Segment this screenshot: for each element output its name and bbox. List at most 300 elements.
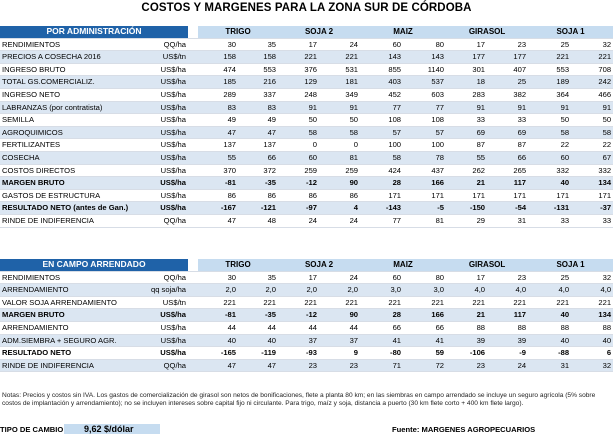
value-cell: 171 — [446, 189, 487, 202]
value-cell: 221 — [403, 296, 446, 309]
value-cell: 47 — [198, 214, 238, 227]
row-unit: US$/ha — [134, 88, 188, 101]
value-cell: 221 — [319, 51, 360, 64]
value-cell: 91 — [487, 101, 528, 114]
value-cell: 171 — [487, 189, 528, 202]
spacer — [188, 334, 198, 347]
row-unit: QQ/ha — [134, 271, 188, 284]
value-cell: 33 — [446, 114, 487, 127]
value-cell: 466 — [571, 88, 613, 101]
value-cell: 259 — [319, 164, 360, 177]
value-cell: 2,0 — [278, 284, 319, 297]
value-cell: 171 — [360, 189, 403, 202]
value-cell: 337 — [238, 88, 278, 101]
value-cell: 166 — [403, 309, 446, 322]
spacer — [188, 51, 198, 64]
value-cell: 66 — [360, 321, 403, 334]
value-cell: 86 — [198, 189, 238, 202]
value-cell: 22 — [528, 139, 571, 152]
value-cell: 59 — [403, 347, 446, 360]
value-cell: 40 — [238, 334, 278, 347]
table-header-row — [0, 26, 613, 38]
value-cell: 88 — [528, 321, 571, 334]
table-row — [0, 309, 613, 322]
spacer — [188, 309, 198, 322]
value-cell: 60 — [360, 38, 403, 51]
value-cell: 69 — [446, 126, 487, 139]
value-cell: 69 — [487, 126, 528, 139]
value-cell: 100 — [360, 139, 403, 152]
value-cell: 81 — [319, 151, 360, 164]
value-cell: 221 — [319, 296, 360, 309]
value-cell: 221 — [487, 296, 528, 309]
value-cell: 4,0 — [528, 284, 571, 297]
value-cell: 33 — [487, 114, 528, 127]
value-cell: 50 — [319, 114, 360, 127]
value-cell: 39 — [487, 334, 528, 347]
table-row — [0, 347, 613, 360]
value-cell: 332 — [528, 164, 571, 177]
value-cell: 553 — [528, 63, 571, 76]
value-cell: 72 — [403, 359, 446, 372]
value-cell: 39 — [446, 334, 487, 347]
value-cell: 58 — [360, 151, 403, 164]
value-cell: 181 — [319, 76, 360, 89]
value-cell: 216 — [238, 76, 278, 89]
value-cell: 90 — [319, 177, 360, 190]
value-cell: 44 — [238, 321, 278, 334]
value-cell: 117 — [487, 309, 528, 322]
spacer — [188, 76, 198, 89]
value-cell: 32 — [571, 38, 613, 51]
value-cell: 24 — [487, 359, 528, 372]
notes-text: Notas: Precios y costos sin IVA. Los gastos de comercialización de girasol son netos de bonificaciones, flete a planta 80 km; en las siembras en campo arrendado se incluye un seguro agrícola (5% sobre costos de implantación y arrendamiento); no se incluyen intereses sobre capital fijo ni circulante. Para trigo, maíz y soja, distancia a puerto (30 km flete corto + 400 km flete largo). — [2, 392, 596, 408]
value-cell: 242 — [571, 76, 613, 89]
table-row — [0, 202, 613, 215]
row-label: RENDIMIENTOS — [0, 271, 134, 284]
row-unit: US$/ha — [134, 309, 188, 322]
value-cell: -119 — [238, 347, 278, 360]
spacer — [188, 347, 198, 360]
crop-header: TRIGO — [198, 26, 278, 38]
row-unit: US$/ha — [134, 63, 188, 76]
value-cell: 17 — [278, 271, 319, 284]
value-cell: -80 — [360, 347, 403, 360]
value-cell: 1140 — [403, 63, 446, 76]
value-cell: 283 — [446, 88, 487, 101]
value-cell: 91 — [571, 101, 613, 114]
crop-header: GIRASOL — [446, 26, 528, 38]
value-cell: 87 — [446, 139, 487, 152]
value-cell: -54 — [487, 202, 528, 215]
spacer — [188, 177, 198, 190]
table-row — [0, 164, 613, 177]
value-cell: 83 — [198, 101, 238, 114]
value-cell: 66 — [487, 151, 528, 164]
value-cell: 60 — [278, 151, 319, 164]
value-cell: 364 — [528, 88, 571, 101]
row-label: FERTILIZANTES — [0, 139, 134, 152]
value-cell: 88 — [446, 321, 487, 334]
row-unit: US$/ha — [134, 114, 188, 127]
value-cell: 855 — [360, 63, 403, 76]
value-cell: 221 — [198, 296, 238, 309]
value-cell: -9 — [487, 347, 528, 360]
value-cell: 40 — [528, 309, 571, 322]
value-cell: 33 — [528, 214, 571, 227]
value-cell: 35 — [238, 38, 278, 51]
spacer — [188, 214, 198, 227]
value-cell: 100 — [403, 139, 446, 152]
table-row — [0, 214, 613, 227]
value-cell: 171 — [403, 189, 446, 202]
value-cell: 28 — [360, 177, 403, 190]
row-unit: US$/ha — [134, 76, 188, 89]
value-cell: 44 — [278, 321, 319, 334]
table-row — [0, 63, 613, 76]
value-cell: 452 — [360, 88, 403, 101]
row-unit: US$/ha — [134, 177, 188, 190]
value-cell: 129 — [278, 76, 319, 89]
spacer — [188, 139, 198, 152]
value-cell: -131 — [528, 202, 571, 215]
table-row — [0, 151, 613, 164]
value-cell: 30 — [198, 271, 238, 284]
value-cell: 158 — [198, 51, 238, 64]
value-cell: -143 — [360, 202, 403, 215]
value-cell: -81 — [198, 177, 238, 190]
spacer — [188, 284, 198, 297]
value-cell: 28 — [360, 309, 403, 322]
value-cell: 55 — [446, 151, 487, 164]
row-label: INGRESO BRUTO — [0, 63, 134, 76]
value-cell: 9 — [319, 347, 360, 360]
spacer — [188, 164, 198, 177]
value-cell: 24 — [319, 271, 360, 284]
crop-header: GIRASOL — [446, 259, 528, 271]
value-cell: -35 — [238, 177, 278, 190]
value-cell: 2,0 — [319, 284, 360, 297]
value-cell: 77 — [360, 214, 403, 227]
row-unit: qq soja/ha — [134, 284, 188, 297]
row-label: INGRESO NETO — [0, 88, 134, 101]
value-cell: 57 — [403, 126, 446, 139]
value-cell: 301 — [446, 63, 487, 76]
row-label: PRECIOS A COSECHA 2016 — [0, 51, 134, 64]
value-cell: 537 — [403, 76, 446, 89]
spacer — [188, 88, 198, 101]
value-cell: 55 — [198, 151, 238, 164]
table-row — [0, 88, 613, 101]
spacer — [188, 359, 198, 372]
value-cell: 23 — [446, 359, 487, 372]
value-cell: 78 — [403, 151, 446, 164]
value-cell: 40 — [198, 334, 238, 347]
value-cell: 603 — [403, 88, 446, 101]
value-cell: 134 — [571, 309, 613, 322]
row-label: AGROQUIMICOS — [0, 126, 134, 139]
value-cell: 29 — [446, 214, 487, 227]
value-cell: 21 — [446, 177, 487, 190]
row-label: SEMILLA — [0, 114, 134, 127]
row-label: RESULTADO NETO (antes de Gan.) — [0, 202, 134, 215]
value-cell: 47 — [198, 126, 238, 139]
table-row — [0, 126, 613, 139]
spacer — [188, 296, 198, 309]
value-cell: 88 — [487, 321, 528, 334]
crop-header: MAIZ — [360, 259, 446, 271]
row-label: RESULTADO NETO — [0, 347, 134, 360]
value-cell: 37 — [319, 334, 360, 347]
value-cell: 40 — [528, 334, 571, 347]
value-cell: 40 — [528, 177, 571, 190]
value-cell: 248 — [278, 88, 319, 101]
value-cell: 221 — [571, 51, 613, 64]
value-cell: 37 — [278, 334, 319, 347]
row-unit: US$/ha — [134, 202, 188, 215]
table-row — [0, 321, 613, 334]
value-cell: 403 — [360, 76, 403, 89]
value-cell: 265 — [487, 164, 528, 177]
value-cell: -150 — [446, 202, 487, 215]
value-cell: 31 — [487, 214, 528, 227]
value-cell: -35 — [238, 309, 278, 322]
value-cell: 349 — [319, 88, 360, 101]
row-label: ADM.SIEMBRA + SEGURO AGR. — [0, 334, 134, 347]
value-cell: 17 — [446, 38, 487, 51]
value-cell: 407 — [487, 63, 528, 76]
value-cell: 177 — [446, 51, 487, 64]
row-label: LABRANZAS (por contratista) — [0, 101, 134, 114]
row-unit: QQ/ha — [134, 359, 188, 372]
value-cell: 171 — [571, 189, 613, 202]
row-unit: US$/ha — [134, 126, 188, 139]
value-cell: -121 — [238, 202, 278, 215]
row-label: COSTOS DIRECTOS — [0, 164, 134, 177]
spacer — [188, 189, 198, 202]
value-cell: 171 — [528, 189, 571, 202]
row-label: RINDE DE INDIFERENCIA — [0, 214, 134, 227]
spacer — [188, 63, 198, 76]
row-unit: QQ/ha — [134, 214, 188, 227]
value-cell: 90 — [319, 309, 360, 322]
row-label: ARRENDAMIENTO — [0, 284, 134, 297]
value-cell: 80 — [403, 38, 446, 51]
row-unit: QQ/ha — [134, 38, 188, 51]
value-cell: 23 — [487, 271, 528, 284]
row-unit: US$/ha — [134, 347, 188, 360]
value-cell: 48 — [238, 214, 278, 227]
value-cell: 4,0 — [487, 284, 528, 297]
spacer — [188, 202, 198, 215]
value-cell: 47 — [198, 359, 238, 372]
value-cell: 189 — [528, 76, 571, 89]
value-cell: 44 — [319, 321, 360, 334]
row-unit: US$/ha — [134, 321, 188, 334]
value-cell: 4 — [319, 202, 360, 215]
value-cell: 88 — [571, 321, 613, 334]
crop-header: SOJA 1 — [528, 259, 613, 271]
crop-header: SOJA 1 — [528, 26, 613, 38]
row-label: COSECHA — [0, 151, 134, 164]
value-cell: 35 — [238, 271, 278, 284]
row-unit: US$/ha — [134, 334, 188, 347]
value-cell: 49 — [238, 114, 278, 127]
value-cell: 86 — [319, 189, 360, 202]
value-cell: 2,0 — [238, 284, 278, 297]
table-row — [0, 101, 613, 114]
value-cell: 143 — [360, 51, 403, 64]
value-cell: 60 — [528, 151, 571, 164]
value-cell: 22 — [571, 139, 613, 152]
value-cell: 67 — [571, 151, 613, 164]
value-cell: 86 — [238, 189, 278, 202]
value-cell: 91 — [528, 101, 571, 114]
value-cell: 44 — [198, 321, 238, 334]
value-cell: 50 — [571, 114, 613, 127]
value-cell: -5 — [403, 202, 446, 215]
row-unit: US$/ha — [134, 139, 188, 152]
value-cell: 332 — [571, 164, 613, 177]
value-cell: 58 — [278, 126, 319, 139]
spacer — [188, 321, 198, 334]
value-cell: 437 — [403, 164, 446, 177]
crop-header: TRIGO — [198, 259, 278, 271]
value-cell: 40 — [571, 334, 613, 347]
value-cell: 221 — [238, 296, 278, 309]
value-cell: 17 — [446, 271, 487, 284]
value-cell: 58 — [571, 126, 613, 139]
value-cell: 221 — [528, 51, 571, 64]
table-row — [0, 114, 613, 127]
value-cell: 91 — [319, 101, 360, 114]
value-cell: -97 — [278, 202, 319, 215]
row-label: RENDIMIENTOS — [0, 38, 134, 51]
crop-header: SOJA 2 — [278, 26, 360, 38]
table-row — [0, 139, 613, 152]
value-cell: 137 — [238, 139, 278, 152]
row-unit: US$/ha — [134, 101, 188, 114]
value-cell: 33 — [571, 214, 613, 227]
value-cell: 58 — [319, 126, 360, 139]
spacer — [188, 126, 198, 139]
value-cell: -165 — [198, 347, 238, 360]
value-cell: 259 — [278, 164, 319, 177]
value-cell: 91 — [278, 101, 319, 114]
table-row — [0, 76, 613, 89]
value-cell: 32 — [571, 359, 613, 372]
value-cell: 77 — [360, 101, 403, 114]
value-cell: 30 — [198, 38, 238, 51]
value-cell: 2,0 — [198, 284, 238, 297]
value-cell: -93 — [278, 347, 319, 360]
value-cell: 108 — [403, 114, 446, 127]
value-cell: 58 — [528, 126, 571, 139]
value-cell: 134 — [571, 177, 613, 190]
value-cell: 18 — [446, 76, 487, 89]
value-cell: 50 — [278, 114, 319, 127]
section-title: EN CAMPO ARRENDADO — [0, 259, 188, 271]
table-row — [0, 177, 613, 190]
value-cell: 23 — [319, 359, 360, 372]
value-cell: -12 — [278, 177, 319, 190]
value-cell: 60 — [360, 271, 403, 284]
value-cell: 31 — [528, 359, 571, 372]
rented-table — [0, 259, 613, 372]
table-row — [0, 334, 613, 347]
row-unit: US$/ha — [134, 189, 188, 202]
value-cell: 117 — [487, 177, 528, 190]
row-label: RINDE DE INDIFERENCIA — [0, 359, 134, 372]
value-cell: 32 — [571, 271, 613, 284]
page-title: COSTOS Y MARGENES PARA LA ZONA SUR DE CÓRDOBA — [141, 2, 472, 14]
value-cell: 25 — [528, 271, 571, 284]
value-cell: 80 — [403, 271, 446, 284]
table-row — [0, 359, 613, 372]
value-cell: 424 — [360, 164, 403, 177]
value-cell: 87 — [487, 139, 528, 152]
value-cell: 376 — [278, 63, 319, 76]
value-cell: -167 — [198, 202, 238, 215]
footer — [0, 425, 613, 436]
row-label: ARRENDAMIENTO — [0, 321, 134, 334]
table-row — [0, 189, 613, 202]
row-unit: US$/tn — [134, 296, 188, 309]
value-cell: 185 — [198, 76, 238, 89]
value-cell: 474 — [198, 63, 238, 76]
value-cell: 262 — [446, 164, 487, 177]
value-cell: 66 — [403, 321, 446, 334]
table-row — [0, 271, 613, 284]
value-cell: 25 — [487, 76, 528, 89]
value-cell: 553 — [238, 63, 278, 76]
value-cell: 166 — [403, 177, 446, 190]
crop-header: SOJA 2 — [278, 259, 360, 271]
value-cell: 177 — [487, 51, 528, 64]
table-row — [0, 296, 613, 309]
value-cell: 91 — [446, 101, 487, 114]
value-cell: 24 — [319, 38, 360, 51]
admin-table — [0, 26, 613, 228]
value-cell: 83 — [238, 101, 278, 114]
value-cell: 221 — [278, 51, 319, 64]
value-cell: 23 — [278, 359, 319, 372]
value-cell: 0 — [319, 139, 360, 152]
value-cell: 221 — [278, 296, 319, 309]
value-cell: 221 — [446, 296, 487, 309]
value-cell: 17 — [278, 38, 319, 51]
value-cell: 25 — [528, 38, 571, 51]
value-cell: 41 — [360, 334, 403, 347]
value-cell: -88 — [528, 347, 571, 360]
value-cell: 3,0 — [403, 284, 446, 297]
value-cell: 24 — [319, 214, 360, 227]
row-label: MARGEN BRUTO — [0, 177, 134, 190]
value-cell: 158 — [238, 51, 278, 64]
row-unit: US$/ha — [134, 164, 188, 177]
spacer — [188, 271, 198, 284]
spacer — [188, 259, 198, 271]
spacer — [188, 101, 198, 114]
value-cell: 81 — [403, 214, 446, 227]
table-row — [0, 38, 613, 51]
value-cell: 108 — [360, 114, 403, 127]
value-cell: 137 — [198, 139, 238, 152]
row-label: MARGEN BRUTO — [0, 309, 134, 322]
row-unit: US$/ha — [134, 151, 188, 164]
value-cell: 0 — [278, 139, 319, 152]
table-row — [0, 51, 613, 64]
